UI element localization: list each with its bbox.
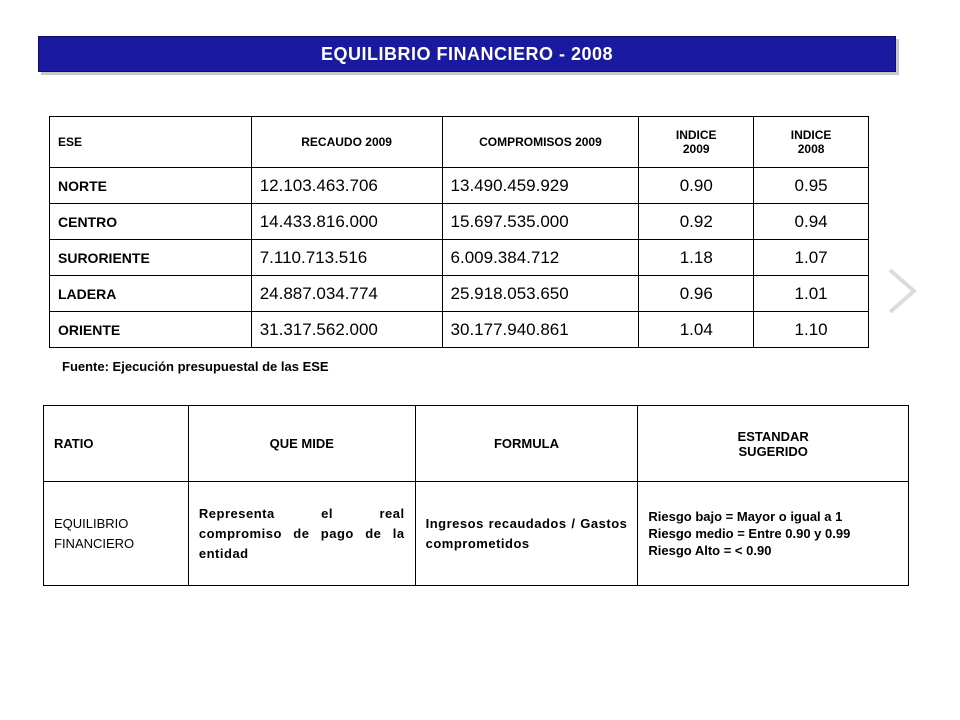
cell-estandar xyxy=(638,482,909,586)
cell-compromisos: 6.009.384.712 xyxy=(442,240,639,276)
header-recaudo: RECAUDO 2009 xyxy=(251,117,442,168)
header-indice-2009 xyxy=(639,117,754,168)
header-indice-2008 xyxy=(754,117,869,168)
cell-indice-2009: 0.96 xyxy=(639,276,754,312)
cell-compromisos: 15.697.535.000 xyxy=(442,204,639,240)
cell-recaudo: 31.317.562.000 xyxy=(251,312,442,348)
estandar-line: Riesgo medio = Entre 0.90 y 0.99 xyxy=(648,526,851,541)
header-indice-2009-line2: 2009 xyxy=(682,142,710,156)
source-note: Fuente: Ejecución presupuestal de las ESE xyxy=(62,359,329,374)
header-estandar xyxy=(638,406,909,482)
cell-compromisos: 25.918.053.650 xyxy=(442,276,639,312)
estandar-line: Riesgo Alto = < 0.90 xyxy=(648,543,772,558)
cell-indice-2008: 1.01 xyxy=(754,276,869,312)
ratio-row xyxy=(44,482,909,586)
header-compromisos: COMPROMISOS 2009 xyxy=(442,117,639,168)
financial-table xyxy=(49,116,869,348)
cell-recaudo: 7.110.713.516 xyxy=(251,240,442,276)
cell-recaudo: 12.103.463.706 xyxy=(251,168,442,204)
cell-formula: Ingresos recaudados / Gastos comprometidos xyxy=(415,482,638,586)
header-indice-2008-line1: INDICE xyxy=(790,128,832,142)
cell-indice-2008: 1.07 xyxy=(754,240,869,276)
ratio-table xyxy=(43,405,909,586)
cell-ratio-line1: EQUILIBRIO xyxy=(54,515,129,531)
table-row xyxy=(50,204,869,240)
title-banner xyxy=(38,36,896,72)
cell-ratio-line2: FINANCIERO xyxy=(54,535,135,551)
header-indice-2009-line1: INDICE xyxy=(675,128,717,142)
header-estandar-line1: ESTANDAR xyxy=(737,428,809,444)
cell-indice-2009: 0.92 xyxy=(639,204,754,240)
cell-ese: ORIENTE xyxy=(50,312,252,348)
table-row xyxy=(50,168,869,204)
header-indice-2008-line2: 2008 xyxy=(797,142,825,156)
header-que-mide: QUE MIDE xyxy=(188,406,415,482)
table-row xyxy=(50,240,869,276)
cell-que-mide: Representa el real compromiso de pago de la entidad xyxy=(188,482,415,586)
table-row xyxy=(50,312,869,348)
cell-recaudo: 14.433.816.000 xyxy=(251,204,442,240)
cell-compromisos: 13.490.459.929 xyxy=(442,168,639,204)
cell-ese: SURORIENTE xyxy=(50,240,252,276)
cell-indice-2008: 1.10 xyxy=(754,312,869,348)
header-estandar-line2: SUGERIDO xyxy=(738,443,808,459)
estandar-line: Riesgo bajo = Mayor o igual a 1 xyxy=(648,509,843,524)
cell-ese: NORTE xyxy=(50,168,252,204)
table-header-row xyxy=(50,117,869,168)
cell-indice-2009: 1.18 xyxy=(639,240,754,276)
header-ratio: RATIO xyxy=(44,406,189,482)
page-title: EQUILIBRIO FINANCIERO - 2008 xyxy=(320,43,614,64)
cell-ese: LADERA xyxy=(50,276,252,312)
cell-ese: CENTRO xyxy=(50,204,252,240)
table-row xyxy=(50,276,869,312)
cell-ratio xyxy=(44,482,189,586)
cell-recaudo: 24.887.034.774 xyxy=(251,276,442,312)
cell-indice-2008: 0.94 xyxy=(754,204,869,240)
cell-indice-2009: 1.04 xyxy=(639,312,754,348)
chevron-right-icon xyxy=(884,266,924,316)
cell-indice-2008: 0.95 xyxy=(754,168,869,204)
header-formula: FORMULA xyxy=(415,406,638,482)
cell-compromisos: 30.177.940.861 xyxy=(442,312,639,348)
header-ese: ESE xyxy=(50,117,252,168)
ratio-header-row xyxy=(44,406,909,482)
cell-indice-2009: 0.90 xyxy=(639,168,754,204)
